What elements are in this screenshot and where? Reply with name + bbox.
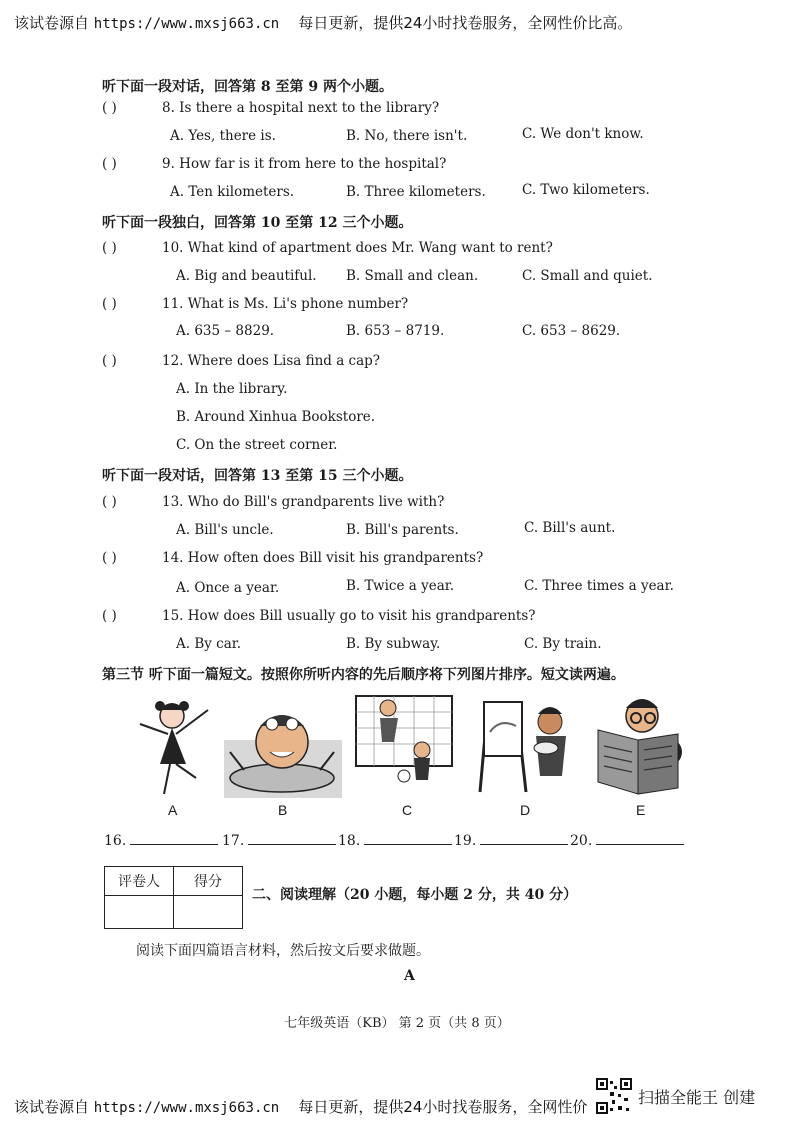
painting-boy-icon bbox=[476, 692, 576, 796]
score-table bbox=[104, 866, 243, 929]
answer-blank-8[interactable]: ( ) bbox=[102, 100, 117, 116]
q10-option-c: C. Small and quiet. bbox=[522, 268, 653, 284]
answer-blank-15[interactable]: ( ) bbox=[102, 608, 117, 624]
question-text: 15. How does Bill usually go to visit his grandparents? bbox=[162, 608, 536, 624]
order-blank-17[interactable] bbox=[222, 832, 336, 849]
top-banner bbox=[14, 12, 632, 33]
q14-option-b: B. Twice a year. bbox=[346, 578, 455, 594]
picture-label-a: A bbox=[168, 802, 178, 818]
score-cell[interactable] bbox=[174, 896, 243, 929]
blank-number: 19. bbox=[454, 833, 477, 849]
grader-header: 评卷人 bbox=[105, 867, 174, 896]
newspaper-reader-icon bbox=[594, 690, 686, 796]
q13-option-b: B. Bill's parents. bbox=[346, 522, 459, 538]
question-12 bbox=[102, 353, 380, 369]
bottom-banner bbox=[14, 1096, 587, 1117]
banner-site: 该试卷源自 bbox=[14, 1098, 90, 1116]
answer-blank-9[interactable]: ( ) bbox=[102, 156, 117, 172]
reading-intro: 阅读下面四篇语言材料，然后按文后要求做题。 bbox=[136, 943, 430, 959]
qr-code-icon bbox=[596, 1078, 632, 1114]
soccer-players-icon bbox=[354, 692, 454, 794]
scanner-watermark bbox=[596, 1078, 755, 1114]
question-10 bbox=[102, 240, 553, 256]
section-heading-picture-order: 第三节 听下面一篇短文。按照你所听内容的先后顺序将下列图片排序。短文读两遍。 bbox=[102, 667, 625, 683]
q9-option-a: A. Ten kilometers. bbox=[170, 184, 295, 200]
q14-option-c: C. Three times a year. bbox=[524, 578, 674, 594]
q10-option-a: A. Big and beautiful. bbox=[176, 268, 317, 284]
answer-blank-14[interactable]: ( ) bbox=[102, 550, 117, 566]
question-15 bbox=[102, 608, 536, 624]
picture-label-c: C bbox=[402, 802, 413, 818]
order-blank-20[interactable] bbox=[570, 832, 684, 849]
q15-option-c: C. By train. bbox=[524, 636, 602, 652]
question-9 bbox=[102, 156, 446, 172]
passage-a-heading: A bbox=[404, 968, 415, 984]
q15-option-a: A. By car. bbox=[176, 636, 242, 652]
q12-option-a: A. In the library. bbox=[176, 381, 288, 397]
question-13 bbox=[102, 494, 444, 510]
q11-option-b: B. 653 – 8719. bbox=[346, 323, 445, 339]
question-text: 11. What is Ms. Li's phone number? bbox=[162, 296, 409, 312]
answer-blank-11[interactable]: ( ) bbox=[102, 296, 117, 312]
picture-label-e: E bbox=[636, 802, 646, 818]
q13-option-c: C. Bill's aunt. bbox=[524, 520, 616, 536]
reading-section-heading: 二、阅读理解（20 小题，每小题 2 分，共 40 分） bbox=[252, 887, 578, 903]
order-blank-19[interactable] bbox=[454, 832, 568, 849]
picture-label-d: D bbox=[520, 802, 531, 818]
blank-number: 20. bbox=[570, 833, 593, 849]
q8-option-c: C. We don't know. bbox=[522, 126, 644, 142]
order-blank-18[interactable] bbox=[338, 832, 452, 849]
q13-option-a: A. Bill's uncle. bbox=[176, 522, 274, 538]
banner-slogan: 每日更新，提供24小时找卷服务，全网性价 bbox=[298, 1098, 588, 1116]
q9-option-b: B. Three kilometers. bbox=[346, 184, 486, 200]
order-blank-16[interactable] bbox=[104, 832, 218, 849]
answer-blank-10[interactable]: ( ) bbox=[102, 240, 117, 256]
q11-option-a: A. 635 – 8829. bbox=[176, 323, 275, 339]
scanner-text: 扫描全能王 创建 bbox=[638, 1087, 756, 1107]
page-footer: 七年级英语（KB） 第 2 页（共 8 页） bbox=[284, 1016, 510, 1031]
banner-site: 该试卷源自 bbox=[14, 14, 90, 32]
question-text: 8. Is there a hospital next to the library? bbox=[162, 100, 440, 116]
blank-number: 18. bbox=[338, 833, 361, 849]
banner-slogan: 每日更新，提供24小时找卷服务，全网性价比高。 bbox=[298, 14, 633, 32]
question-8 bbox=[102, 100, 439, 116]
q15-option-b: B. By subway. bbox=[346, 636, 441, 652]
question-text: 14. How often does Bill visit his grandparents? bbox=[162, 550, 484, 566]
answer-blank-13[interactable]: ( ) bbox=[102, 494, 117, 510]
banner-url[interactable]: https://www.mxsj663.cn bbox=[93, 16, 280, 32]
question-text: 12. Where does Lisa find a cap? bbox=[162, 353, 381, 369]
q11-option-c: C. 653 – 8629. bbox=[522, 323, 621, 339]
question-11 bbox=[102, 296, 408, 312]
question-text: 13. Who do Bill's grandparents live with? bbox=[162, 494, 445, 510]
q12-option-c: C. On the street corner. bbox=[176, 437, 338, 453]
blank-number: 17. bbox=[222, 833, 245, 849]
q10-option-b: B. Small and clean. bbox=[346, 268, 479, 284]
question-text: 10. What kind of apartment does Mr. Wang want to rent? bbox=[162, 240, 553, 256]
q8-option-a: A. Yes, there is. bbox=[170, 128, 276, 144]
banner-url[interactable]: https://www.mxsj663.cn bbox=[93, 1100, 280, 1116]
q8-option-b: B. No, there isn't. bbox=[346, 128, 468, 144]
question-text: 9. How far is it from here to the hospital? bbox=[162, 156, 447, 172]
score-header: 得分 bbox=[174, 867, 243, 896]
q9-option-c: C. Two kilometers. bbox=[522, 182, 650, 198]
q14-option-a: A. Once a year. bbox=[176, 580, 280, 596]
question-14 bbox=[102, 550, 483, 566]
picture-label-b: B bbox=[278, 802, 288, 818]
section-heading-8-9: 听下面一段对话，回答第 8 至第 9 两个小题。 bbox=[102, 79, 393, 95]
q12-option-b: B. Around Xinhua Bookstore. bbox=[176, 409, 376, 425]
dancing-girl-icon bbox=[130, 694, 220, 798]
blank-number: 16. bbox=[104, 833, 127, 849]
swimming-boy-icon bbox=[224, 700, 342, 798]
answer-blank-12[interactable]: ( ) bbox=[102, 353, 117, 369]
section-heading-13-15: 听下面一段对话，回答第 13 至第 15 三个小题。 bbox=[102, 468, 413, 484]
grader-cell[interactable] bbox=[105, 896, 174, 929]
section-heading-10-12: 听下面一段独白，回答第 10 至第 12 三个小题。 bbox=[102, 215, 413, 231]
